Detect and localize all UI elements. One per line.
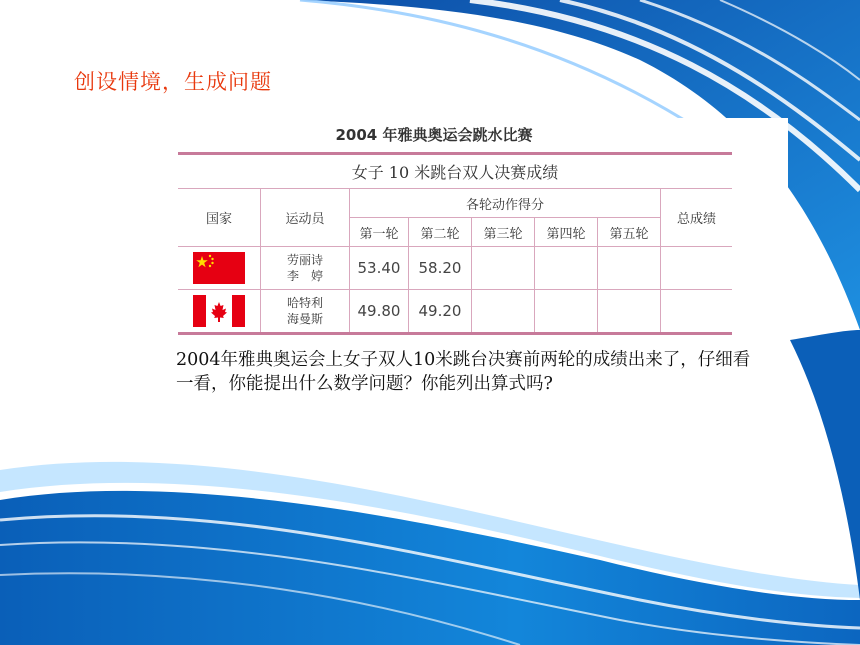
total-cell <box>661 290 733 334</box>
score-cell <box>598 290 661 334</box>
athlete-name: 劳丽诗 <box>286 253 323 267</box>
table-row <box>178 290 732 334</box>
athlete-name: 李 婷 <box>286 269 323 283</box>
question-text: 2004年雅典奥运会上女子双人10米跳台决赛前两轮的成绩出来了，仔细看一看，你能提出什么数学问题？你能列出算式吗? <box>176 350 751 394</box>
country-cell <box>178 290 261 334</box>
country-cell <box>178 247 261 290</box>
score-cell <box>472 290 535 334</box>
total-cell <box>661 247 733 290</box>
header-total: 总成绩 <box>661 189 733 247</box>
header-round-1: 第一轮 <box>350 218 409 247</box>
score-cell: 49.80 <box>350 290 409 334</box>
header-round-4: 第四轮 <box>535 218 598 247</box>
header-athletes: 运动员 <box>261 189 350 247</box>
header-round-5: 第五轮 <box>598 218 661 247</box>
score-cell: 49.20 <box>409 290 472 334</box>
athletes-cell <box>261 247 350 290</box>
canada-flag-icon <box>193 295 245 327</box>
athlete-name: 哈特利 <box>286 296 323 310</box>
header-round-2: 第二轮 <box>409 218 472 247</box>
header-country: 国家 <box>178 189 261 247</box>
score-cell <box>535 247 598 290</box>
header-round-3: 第三轮 <box>472 218 535 247</box>
athletes-cell <box>261 290 350 334</box>
scoreboard-title: 2004 年雅典奥运会跳水比赛 <box>335 126 533 144</box>
china-flag-icon <box>193 252 245 284</box>
score-cell: 53.40 <box>350 247 409 290</box>
score-cell <box>472 247 535 290</box>
table-caption: 女子 10 米跳台双人决赛成绩 <box>178 154 732 189</box>
header-round-scores: 各轮动作得分 <box>350 189 661 218</box>
table-row <box>178 247 732 290</box>
score-cell <box>598 247 661 290</box>
scoreboard-image <box>154 118 788 336</box>
score-cell <box>535 290 598 334</box>
athlete-name: 海曼斯 <box>286 312 323 326</box>
diving-score-table <box>178 152 732 335</box>
score-cell: 58.20 <box>409 247 472 290</box>
slide-heading: 创设情境，生成问题 <box>74 70 272 94</box>
